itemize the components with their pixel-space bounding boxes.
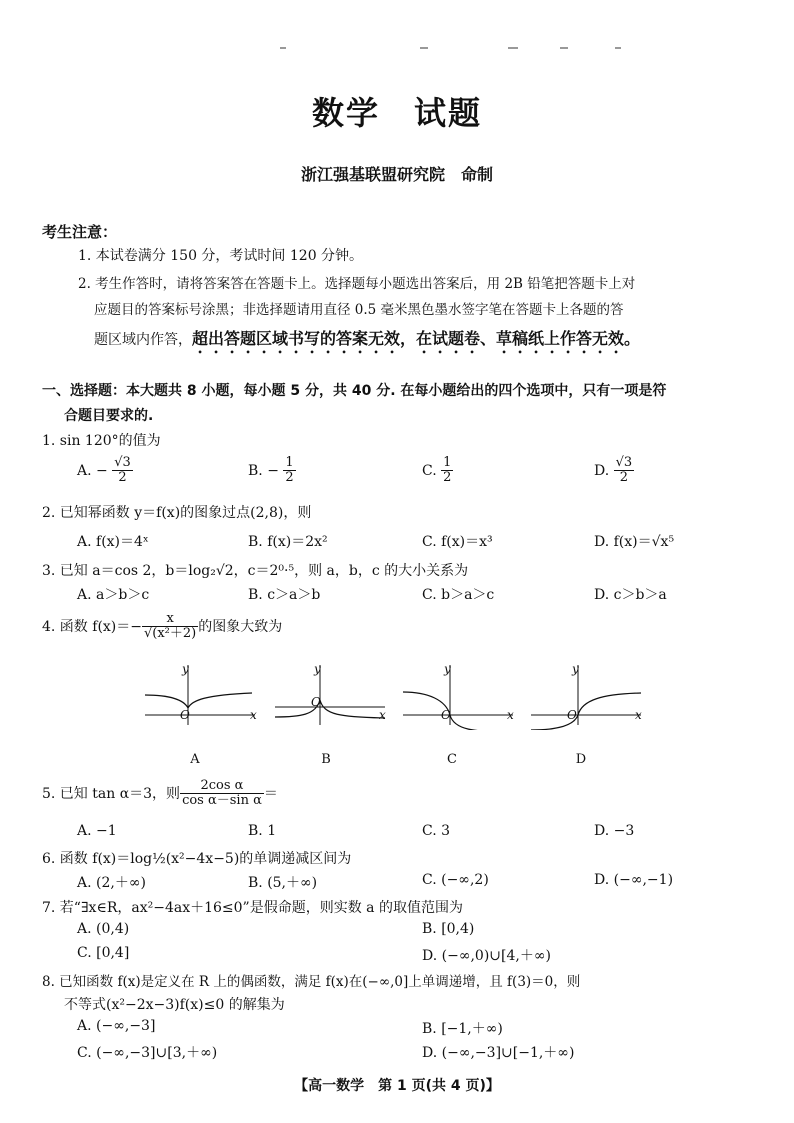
axis-y-label: y (444, 662, 451, 676)
axis-x-label: x (635, 708, 642, 722)
question-7-stem: 7. 若“∃x∈R，ax²−4ax＋16≤0”是假命题，则实数 a 的取值范围为 (42, 900, 463, 916)
question-2-option-c: C. f(x)＝x³ (422, 534, 493, 550)
fraction-den: 2 (443, 470, 452, 486)
question-3-option-a: A. a＞b＞c (77, 587, 150, 603)
graph-b-label: B (321, 752, 331, 767)
fraction-den: cos α－sin α (182, 793, 262, 809)
stem-pre: 5. 已知 tan α＝3，则 (42, 785, 181, 802)
fraction (614, 456, 635, 486)
question-1-option-a (77, 456, 133, 486)
question-2-option-a: A. f(x)＝4ˣ (77, 534, 149, 550)
fraction (180, 779, 264, 809)
question-1-option-c (422, 456, 453, 486)
question-8-option-a: A. (−∞,−3] (77, 1018, 156, 1034)
axis-y-label: y (314, 662, 321, 676)
graph-c-label: C (447, 752, 457, 767)
question-1-stem: 1. sin 120°的值为 (42, 433, 161, 449)
question-1-option-b (248, 456, 296, 486)
graph-d-label: D (575, 752, 587, 767)
question-6-option-d: D. (−∞,−1) (594, 872, 674, 888)
question-7-option-c: C. [0,4] (77, 945, 130, 961)
graph-d (526, 660, 646, 730)
question-1-option-d (594, 456, 634, 486)
option-d-label: D. (594, 462, 610, 479)
question-8-option-d: D. (−∞,−3]∪[−1,＋∞) (422, 1045, 575, 1061)
question-8-option-c: C. (−∞,−3]∪[3,＋∞) (77, 1045, 218, 1061)
notice-text: 题区域内作答， (94, 332, 192, 348)
question-2-stem: 2. 已知幂函数 y＝f(x)的图象过点(2,8)，则 (42, 505, 312, 521)
section-heading-cont: 合题目要求的. (64, 408, 154, 424)
question-3-stem: 3. 已知 a＝cos 2，b＝log₂√2，c＝2⁰·⁵，则 a，b，c 的大小关系为 (42, 563, 469, 579)
fraction (112, 456, 133, 486)
notice-item-2-line2: 应题目的答案标号涂黑；非选择题请用直径 0.5 毫米黑色墨水签字笔在答题卡上各题的答 (94, 302, 624, 318)
stem-post: 的图象大致为 (198, 618, 283, 635)
question-8-stem-cont: 不等式(x²−2x−3)f(x)≤0 的解集为 (64, 997, 285, 1013)
question-3-option-c: C. b＞a＞c (422, 587, 495, 603)
fraction-num: 1 (285, 455, 294, 470)
question-5-option-a: A. −1 (77, 823, 117, 839)
question-8-stem: 8. 已知函数 f(x)是定义在 R 上的偶函数，满足 f(x)在(−∞,0]上单调递增，且 f(3)＝0，则 (42, 974, 581, 990)
graph-a-label: A (190, 752, 200, 767)
question-2-option-b: B. f(x)＝2x² (248, 534, 328, 550)
question-6-option-c: C. (−∞,2) (422, 872, 489, 888)
option-b-label: B. − (248, 462, 279, 479)
question-6-option-b: B. (5,＋∞) (248, 875, 318, 891)
question-4-stem (42, 612, 282, 642)
graph-c (398, 660, 518, 730)
fraction-den: √(x²＋2) (144, 626, 197, 642)
question-2-option-d: D. f(x)＝√x⁵ (594, 534, 675, 550)
page-footer: 【高一数学 第 1 页(共 4 页)】 (294, 1078, 500, 1094)
fraction (142, 612, 198, 642)
option-c-label: C. (422, 462, 437, 479)
question-5-option-b: B. 1 (248, 823, 277, 839)
fraction-num: 2cos α (180, 779, 264, 794)
scan-artifact (270, 44, 630, 52)
origin-label: O (311, 695, 321, 709)
fraction-num: x (142, 612, 198, 627)
notice-item-2-line1: 2. 考生作答时，请将答案答在答题卡上。选择题每小题选出答案后，用 2B 铅笔把答题卡上对 (78, 276, 636, 292)
question-3-option-d: D. c＞b＞a (594, 587, 667, 603)
fraction-den: 2 (619, 470, 629, 486)
fraction-num: √3 (615, 455, 633, 470)
option-a-label: A. − (77, 462, 108, 479)
graph-b (270, 660, 390, 730)
notice-item-2-line3 (94, 326, 640, 357)
axis-x-label: x (379, 708, 386, 722)
fraction-den: 2 (285, 470, 294, 486)
stem-post: ＝ (263, 785, 278, 802)
question-8-option-b: B. [−1,＋∞) (422, 1021, 503, 1037)
axis-y-label: y (182, 662, 189, 676)
question-7-option-b: B. [0,4) (422, 921, 475, 937)
graph-a (140, 660, 260, 730)
fraction (441, 456, 453, 486)
origin-label: O (180, 708, 190, 722)
section-heading: 一、选择题：本大题共 8 小题，每小题 5 分，共 40 分. 在每小题给出的四个选项中，只有一项是符 (42, 383, 667, 399)
axis-x-label: x (507, 708, 514, 722)
question-6-option-a: A. (2,＋∞) (77, 875, 146, 891)
fraction (283, 456, 295, 486)
question-5-option-c: C. 3 (422, 823, 451, 839)
fraction-num: √3 (114, 455, 131, 470)
origin-label: O (441, 708, 451, 722)
axis-y-label: y (572, 662, 579, 676)
origin-label: O (567, 708, 577, 722)
question-5-stem (42, 779, 278, 809)
axis-x-label: x (250, 708, 257, 722)
question-7-option-d: D. (−∞,0)∪[4,＋∞) (422, 948, 551, 964)
page-subtitle: 浙江强基联盟研究院 命制 (300, 165, 493, 184)
notice-emphasis: 超出答题区域书写的答案无效，在试题卷、草稿纸上作答无效。 (192, 329, 641, 348)
fraction-num: 1 (443, 455, 452, 470)
page-title: 数学 试题 (311, 94, 482, 132)
fraction-den: 2 (118, 470, 127, 486)
question-6-stem: 6. 函数 f(x)＝log½(x²−4x−5)的单调递减区间为 (42, 851, 352, 867)
question-5-option-d: D. −3 (594, 823, 635, 839)
question-7-option-a: A. (0,4) (77, 921, 130, 937)
notice-heading: 考生注意： (42, 223, 118, 241)
notice-item-1: 1. 本试卷满分 150 分，考试时间 120 分钟。 (78, 248, 364, 264)
stem-pre: 4. 函数 f(x)＝− (42, 618, 142, 635)
question-3-option-b: B. c＞a＞b (248, 587, 321, 603)
